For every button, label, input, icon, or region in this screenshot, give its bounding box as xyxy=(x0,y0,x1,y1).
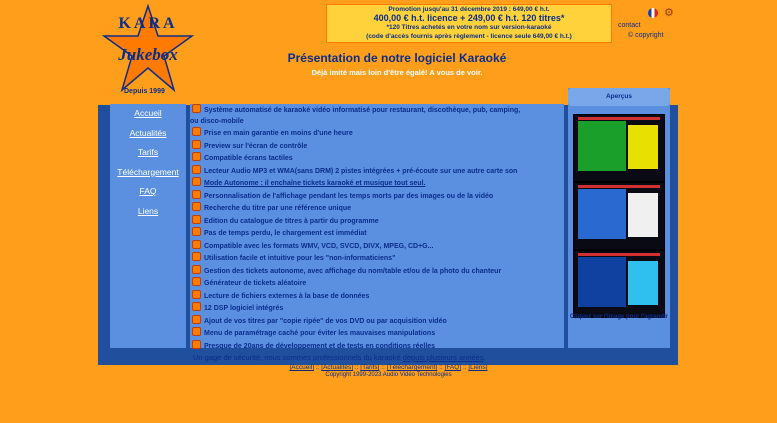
preview-thumbnail[interactable] xyxy=(573,250,665,318)
nav-faq[interactable]: FAQ xyxy=(139,186,157,196)
gear-icon[interactable]: ⚙ xyxy=(664,7,674,19)
footer-link[interactable]: [Téléchargement] xyxy=(386,364,438,371)
feature-item: Personnalisation de l'affichage pendant les temps morts par des images ou de la vidéo xyxy=(190,190,564,203)
bullet-icon xyxy=(192,290,201,299)
fr-flag-icon[interactable] xyxy=(648,8,658,18)
previews-panel xyxy=(568,88,670,348)
feature-item: 12 DSP logiciel intégrés xyxy=(190,302,564,315)
feature-item: Menu de paramétrage caché pour éviter les mauvaises manipulations xyxy=(190,327,564,340)
footer-link[interactable]: [Accueil] xyxy=(289,364,315,371)
promo-line1: Promotion jusqu'au 31 décembre 2019 : 649,00 € h.t. xyxy=(388,6,550,13)
nav-telechargement[interactable]: Téléchargement xyxy=(117,166,179,177)
bullet-icon xyxy=(192,202,201,211)
bullet-icon xyxy=(192,215,201,224)
previews-heading: Aperçus xyxy=(568,88,670,106)
preview-thumbnail[interactable] xyxy=(573,182,665,250)
bullet-icon xyxy=(192,277,201,286)
svg-text:Jukebox: Jukebox xyxy=(118,45,178,64)
feature-item: Lecture de fichiers externes à la base de données xyxy=(190,290,564,303)
feature-item: Générateur de tickets aléatoire xyxy=(190,277,564,290)
feature-item: Ajout de vos titres par "copie ripée" de vos DVD ou par acquisition vidéo xyxy=(190,315,564,328)
feature-item: Mode Autonome : il enchaîne tickets karaoké et musique tout seul. xyxy=(190,177,564,190)
promo-line2: 400,00 € h.t. licence + 249,00 € h.t. 120 titres* xyxy=(373,13,565,23)
bullet-icon xyxy=(192,104,201,113)
since-label: Depuis 1999 xyxy=(124,88,165,95)
previews-caption: Cliquez sur l'image pour l'agrandir xyxy=(569,314,669,320)
footer-link[interactable]: [FAQ] xyxy=(444,364,462,371)
bullet-icon xyxy=(192,265,201,274)
preview-thumbnail[interactable] xyxy=(573,114,665,182)
feature-item: Compatible avec les formats WMV, VCD, SVCD, DIVX, MPEG, CD+G... xyxy=(190,240,564,253)
feature-item: Lecteur Audio MP3 et WMA(sans DRM) 2 pistes intégrées + pré-écoute sur une autre carte son xyxy=(190,165,564,178)
page-subtitle: Déjà imité mais loin d'être égalé! A vous de voir. xyxy=(311,68,483,77)
bullet-icon xyxy=(192,240,201,249)
promo-line4: (code d'accès fournis après règlement - licence seule 649,00 € h.t.) xyxy=(366,33,572,40)
bullet-icon xyxy=(192,302,201,311)
bullet-icon xyxy=(192,140,201,149)
feature-item: Edition du catalogue de titres à partir du programme xyxy=(190,215,564,228)
nav-actualites[interactable]: Actualités xyxy=(129,127,167,138)
feature-item: Gestion des tickets autonome, avec affichage du nom/table et/ou de la photo du chanteur xyxy=(190,265,564,278)
nav-tarifs[interactable]: Tarifs xyxy=(137,147,159,157)
bullet-icon xyxy=(192,315,201,324)
bullet-icon xyxy=(192,227,201,236)
bullet-icon xyxy=(192,165,201,174)
svg-text:KARA: KARA xyxy=(118,15,178,32)
bullet-icon xyxy=(192,152,201,161)
sidebar-nav xyxy=(110,104,186,348)
bullet-icon xyxy=(192,127,201,136)
feature-item: Preview sur l'écran de contrôle xyxy=(190,140,564,153)
footer-copyright: Copyright 1999-2023 Audio Vidéo Technologies xyxy=(325,372,452,378)
bullet-icon xyxy=(192,252,201,261)
contact-link[interactable]: contact xyxy=(618,22,641,29)
promo-line3[interactable]: *120 Titres achetés en votre nom sur version-karaoké xyxy=(386,24,552,31)
kara-jukebox-logo[interactable] xyxy=(100,2,196,100)
feature-item: Utilisation facile et intuitive pour les "non-informaticiens" xyxy=(190,252,564,265)
feature-item: Pas de temps perdu, le chargement est immédiat xyxy=(190,227,564,240)
nav-liens[interactable]: Liens xyxy=(137,205,159,216)
footer-link[interactable]: [Liens] xyxy=(468,364,488,371)
feature-list xyxy=(190,104,564,362)
copyright-link[interactable]: © copyright xyxy=(628,32,664,39)
nav-accueil[interactable]: Accueil xyxy=(134,108,162,118)
bullet-icon xyxy=(192,190,201,199)
feature-item: Recherche du titre par une référence unique xyxy=(190,202,564,215)
page-title: Présentation de notre logiciel Karaoké xyxy=(287,51,507,65)
feature-item: ou disco-mobile xyxy=(190,117,244,125)
promo-box xyxy=(326,4,612,43)
feature-item: Presque de 20ans de développement et de tests en conditions réelles xyxy=(190,340,564,353)
bullet-icon xyxy=(192,177,201,186)
guarantee-link[interactable]: depuis plusieurs années xyxy=(402,353,484,362)
guarantee-text: Un gage de sécurité, nous sommes professionnels du karaoké depuis plusieurs années. xyxy=(193,353,486,362)
bullet-icon xyxy=(192,340,201,349)
footer-link[interactable]: [Actualités] xyxy=(321,364,354,371)
feature-item: Compatible écrans tactiles xyxy=(190,152,564,165)
feature-item: Prise en main garantie en moins d'une heure xyxy=(190,127,564,140)
bullet-icon xyxy=(192,327,201,336)
page-frame xyxy=(98,0,678,365)
footer-nav: [Accueil] :: [Actualités] :: [Tarifs] :: [Téléchargement] :: [FAQ] :: [Liens] xyxy=(289,364,488,371)
feature-item: Système automatisé de karaoké vidéo informatisé pour restaurant, discothèque, pub, camping, xyxy=(190,104,564,117)
footer-link[interactable]: [Tarifs] xyxy=(360,364,380,371)
